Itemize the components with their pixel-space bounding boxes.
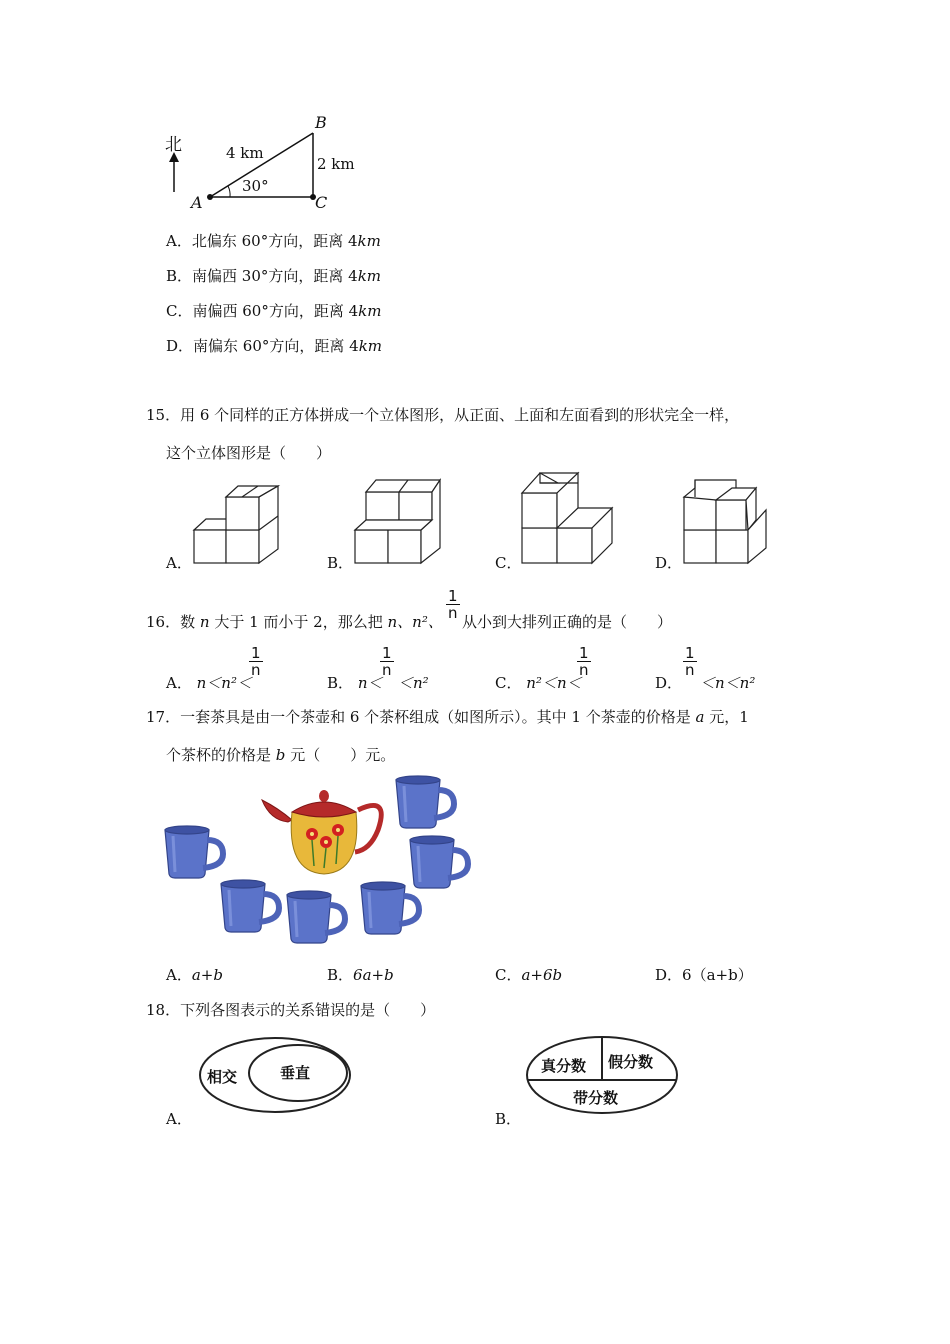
point-c-label: C [315,193,328,212]
fraction-denominator: n [251,661,261,679]
option-expr: 6a+b [353,966,394,984]
option-expr-pre: n＜ [357,674,383,692]
fraction-numerator: 1 [448,587,458,605]
option-letter: A． [166,966,192,984]
fraction-numerator: 1 [251,644,261,662]
fraction-numerator: 1 [685,644,695,662]
option-unit: km [357,232,381,250]
part-proper-fraction-label: 真分数 [541,1057,587,1075]
option-text: 北偏东 60°方向，距离 4 [191,232,358,250]
q15-option-d-label[interactable]: D． [655,554,683,572]
option-expr: n＜n²＜ [196,674,252,692]
option-unit: km [358,302,382,320]
option-text: 南偏西 60°方向，距离 4 [192,302,359,320]
fraction-denominator: n [579,661,589,679]
fraction-numerator: 1 [382,644,392,662]
option-expr: 6（a+b） [682,966,753,984]
angle-label: 30° [242,177,269,195]
fraction-numerator: 1 [579,644,589,662]
option-letter: B． [327,674,354,692]
q18-option-b-label[interactable]: B． [495,1110,522,1128]
venn-outer-label: 相交 [207,1068,238,1086]
q15-option-a-label[interactable]: A． [166,554,192,572]
q17-line2-text: 个茶杯的价格是 [166,746,272,764]
q15-line2: 这个立体图形是（ ） [166,444,332,462]
option-letter: D． [166,337,194,355]
venn-inner-label: 垂直 [280,1064,311,1082]
q18-stem: 18．下列各图表示的关系错误的是（ ） [146,1001,436,1019]
distance-bc-label: 2 km [317,155,355,173]
q17-line1-end: 元，1 [709,708,749,726]
option-letter: C． [495,966,522,984]
fraction-denominator: n [448,604,458,622]
q16-option-d-expr-post: ＜n＜n² [700,674,756,692]
option-unit: km [357,267,382,285]
q17-var-b: b [275,746,286,764]
q18-option-a-label[interactable]: A． [166,1110,192,1128]
q17-var-a: a [695,708,705,726]
option-text: 南偏西 30°方向，距离 4 [192,267,358,285]
north-label: 北 [165,135,182,155]
part-mixed-number-label: 带分数 [573,1089,619,1107]
option-letter: D． [655,966,683,984]
option-expr: a+6b [521,966,563,984]
option-letter: B． [327,966,354,984]
option-letter: C． [166,302,193,320]
q16-text1: 大于 1 而小于 2，那么把 [214,613,383,631]
fraction-denominator: n [685,661,695,679]
option-letter: A． [166,232,192,250]
option-letter: C． [495,674,522,692]
option-expr: a+b [191,966,223,984]
point-b-label: B [315,113,327,132]
option-expr: n²＜n＜ [526,674,582,692]
option-text: 南偏东 60°方向，距离 4 [193,337,359,355]
point-a-label: A [191,193,203,212]
q16-option-b-expr-post: ＜n² [398,674,429,692]
q15-option-c-label[interactable]: C． [495,554,522,572]
q15-option-b-label[interactable]: B． [327,554,354,572]
distance-ab-label: 4 km [226,144,264,162]
q17-line2-end: 元（ ）元。 [290,746,396,764]
q16-prefix: 16．数 [146,613,196,631]
part-improper-fraction-label: 假分数 [608,1053,654,1071]
option-unit: km [358,337,383,355]
q17-line1-text: 17．一套茶具是由一个茶壶和 6 个茶杯组成（如图所示）。其中 1 个茶壶的价格是 [146,708,691,726]
q16-n-list: n、n²、 [387,613,443,631]
q16-var-n: n [199,613,210,631]
option-letter: D． [655,674,683,692]
q16-text2: 从小到大排列正确的是（ ） [462,613,673,631]
option-letter: B． [166,267,193,285]
option-letter: A． [166,674,192,692]
fraction-denominator: n [382,661,392,679]
q15-line1: 15．用 6 个同样的正方体拼成一个立体图形，从正面、上面和左面看到的形状完全一样， [146,406,740,424]
